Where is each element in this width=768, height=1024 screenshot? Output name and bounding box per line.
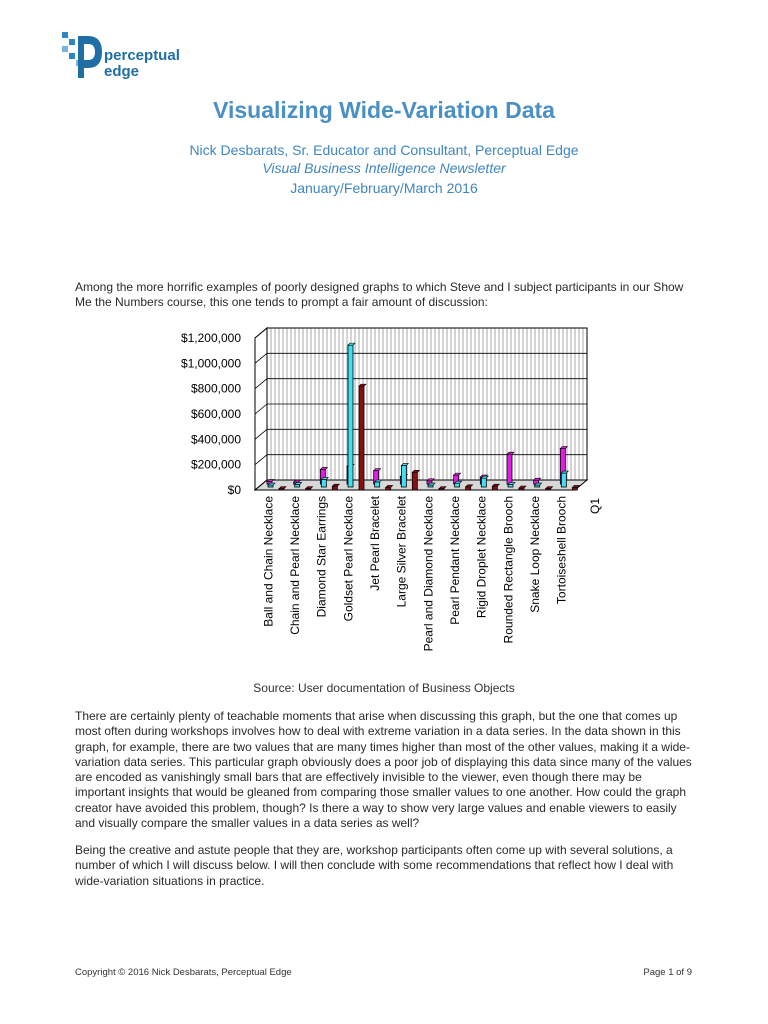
chart-category-label: Rigid Droplet Necklace [474,496,489,619]
chart-bar [492,486,497,490]
chart-y-tick-label: $800,000 [190,381,241,396]
chart-category-label: Pearl and Diamond Necklace [421,496,436,652]
chart-bar [561,473,566,487]
logo-line-1: perceptual [104,47,180,64]
chart-bar [348,345,353,487]
chart-y-tick-label: $1,200,000 [180,331,241,345]
chart-bar [412,472,417,490]
chart-y-tick-label: $1,000,000 [180,356,241,371]
logo-mark-icon [62,30,106,86]
chart-bar [386,487,391,490]
chart-bar [375,482,380,487]
chart-bar [572,487,577,490]
chart-bar [481,478,486,487]
chart-bar [359,386,364,490]
logo-line-2: edge [104,63,140,80]
chart-bar [295,484,300,487]
chart-bar [332,486,337,490]
chart-bar [455,483,460,487]
bar-chart-3d [170,322,600,674]
perceptual-edge-logo [62,30,202,86]
chart-category-label: Jet Pearl Bracelet [368,496,382,591]
date-line: January/February/March 2016 [290,180,478,196]
logo-wordmark [104,48,180,80]
chart-category-label: Diamond Star Earrings [314,496,329,618]
publication-line: Visual Business Intelligence Newsletter [262,160,506,176]
chart-category-label: Large Silver Bracelet [394,496,409,608]
chart-y-tick-label: $0 [227,483,241,497]
chart-category-label: Goldset Pearl Necklace [341,496,356,622]
chart-source: Source: User documentation of Business Objects [253,681,515,695]
page-title: Visualizing Wide-Variation Data [213,97,555,123]
footer-copyright: Copyright © 2016 Nick Desbarats, Perceptual Edge [75,967,292,978]
chart-depth-label: Q1 [588,498,602,515]
body-paragraph-1: There are certainly plenty of teachable moments that arise when discussing this graph, but the one that comes up most often during workshops involves how to deal with extreme variation in a data series. In the data shown in this graph, for example, there are two values that are many times higher than most of the other values, making it a wide-variation data series. This particular graph obviously does a poor job of displaying this data since many of the values are encoded as vanishingly small bars that are effectively invisible to the viewer, even though there may be important insights that would be gleaned from comparing those smaller values to one another. How could the graph creator have avoided this problem, though? Is there a way to show very large values and enable viewers to easily and visually compare the smaller values in a data series as well? [75,709,692,831]
chart-category-label: Pearl Pendant Necklace [448,496,462,625]
chart-bar [466,487,471,490]
chart-y-tick-label: $400,000 [190,432,241,447]
chart-category-label: Ball and Chain Necklace [261,496,276,627]
chart-category-label: Chain and Pearl Necklace [288,496,302,635]
chart-bar [401,465,406,487]
chart-category-label: Snake Loop Necklace [528,496,542,613]
chart-y-tick-label: $600,000 [190,407,241,421]
chart-bar [508,484,513,487]
chart-category-label: Rounded Rectangle Brooch [501,496,516,644]
chart-bar [507,454,512,484]
intro-paragraph: Among the more horrific examples of poorly designed graphs to which Steve and I subject participants in our Show Me the Numbers course, this one tends to prompt a fair amount of discussion: [75,280,684,310]
chart-category-label: Tortoiseshell Brooch [554,496,569,605]
author-line: Nick Desbarats, Sr. Educator and Consultant, Perceptual Edge [189,142,579,158]
chart-bar [321,479,326,487]
body-paragraph-2: Being the creative and astute people that they are, workshop participants often come up with several solutions, a number of which I will discuss below. I will then conclude with some recommendations that reflect how I deal with wide-variation situations in practice. [75,843,674,888]
chart-y-tick-label: $200,000 [190,457,241,472]
footer-page-number: Page 1 of 9 [643,967,692,978]
